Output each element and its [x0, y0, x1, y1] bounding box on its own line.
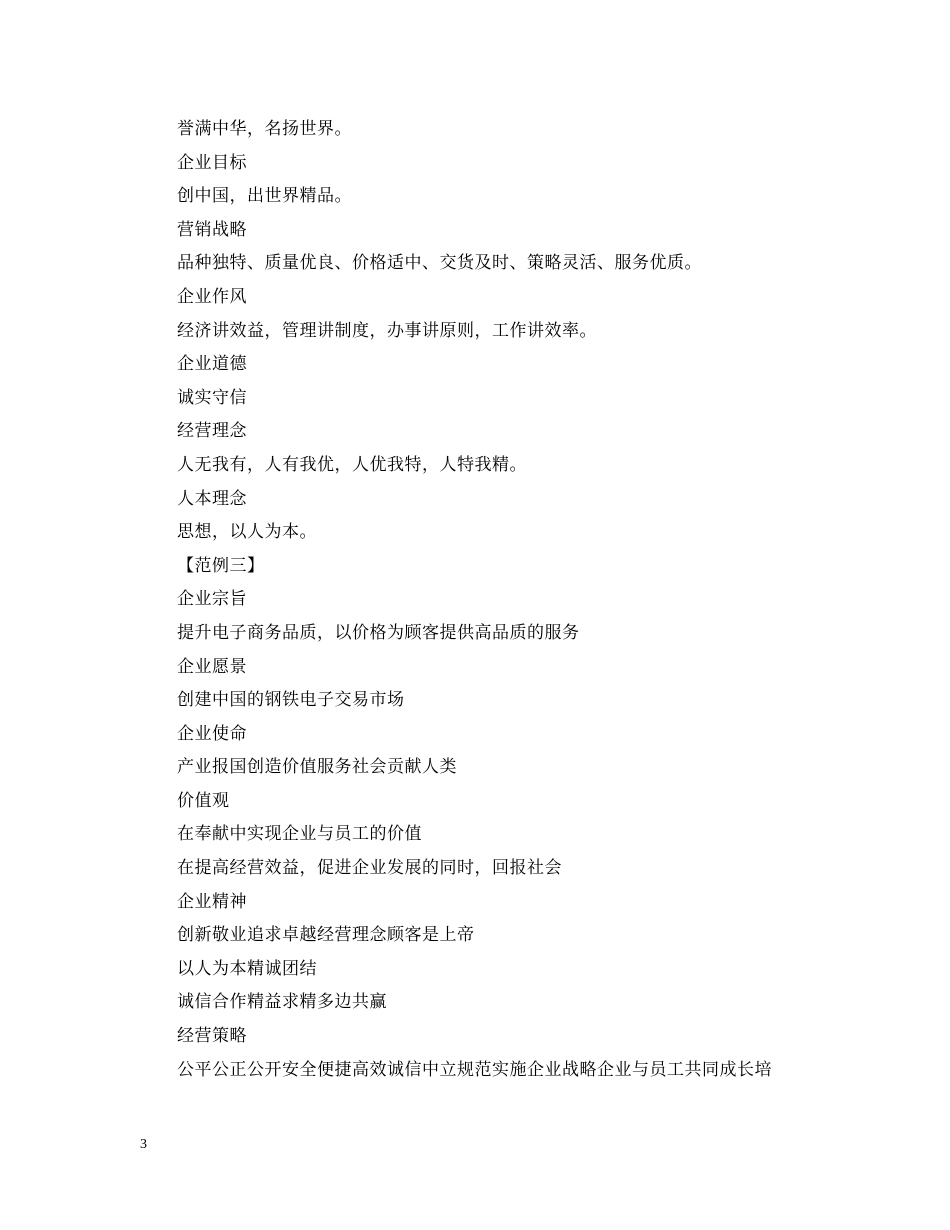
section-heading: 价值观 [177, 790, 230, 811]
text-line: 诚实守信 [177, 387, 247, 408]
section-heading: 经营理念 [177, 421, 247, 442]
text-line: 在提高经营效益，促进企业发展的同时，回报社会 [177, 858, 562, 879]
section-heading: 企业宗旨 [177, 589, 247, 610]
section-heading: 企业道德 [177, 354, 247, 375]
section-heading: 企业目标 [177, 152, 247, 173]
text-line: 在奉献中实现企业与员工的价值 [177, 824, 422, 845]
text-line: 经济讲效益，管理讲制度，办事讲原则，工作讲效率。 [177, 320, 597, 341]
text-line: 以人为本精诚团结 [177, 958, 317, 979]
section-heading: 企业精神 [177, 891, 247, 912]
document-body [177, 113, 877, 1087]
text-line: 公平公正公开安全便捷高效诚信中立规范实施企业战略企业与员工共同成长培 [177, 1059, 772, 1080]
section-heading: 企业作风 [177, 286, 247, 307]
text-line: 创建中国的钢铁电子交易市场 [177, 690, 405, 711]
text-line: 思想，以人为本。 [177, 522, 317, 543]
text-line: 创新敬业追求卓越经营理念顾客是上帝 [177, 925, 475, 946]
section-heading: 人本理念 [177, 488, 247, 509]
text-line: 提升电子商务品质，以价格为顾客提供高品质的服务 [177, 622, 580, 643]
section-heading: 企业愿景 [177, 656, 247, 677]
text-line: 创中国，出世界精品。 [177, 186, 352, 207]
text-line: 诚信合作精益求精多边共赢 [177, 992, 387, 1013]
section-heading: 企业使命 [177, 723, 247, 744]
section-heading: 经营策略 [177, 1026, 247, 1047]
text-line: 产业报国创造价值服务社会贡献人类 [177, 757, 457, 778]
text-line: 誉满中华，名扬世界。 [177, 119, 352, 139]
text-line: 人无我有，人有我优，人优我特，人特我精。 [177, 454, 527, 475]
example-heading: 【范例三】 [177, 555, 265, 576]
section-heading: 营销战略 [177, 219, 247, 240]
text-line: 品种独特、质量优良、价格适中、交货及时、策略灵活、服务优质。 [177, 253, 702, 274]
page-number: 3 [140, 1137, 147, 1152]
